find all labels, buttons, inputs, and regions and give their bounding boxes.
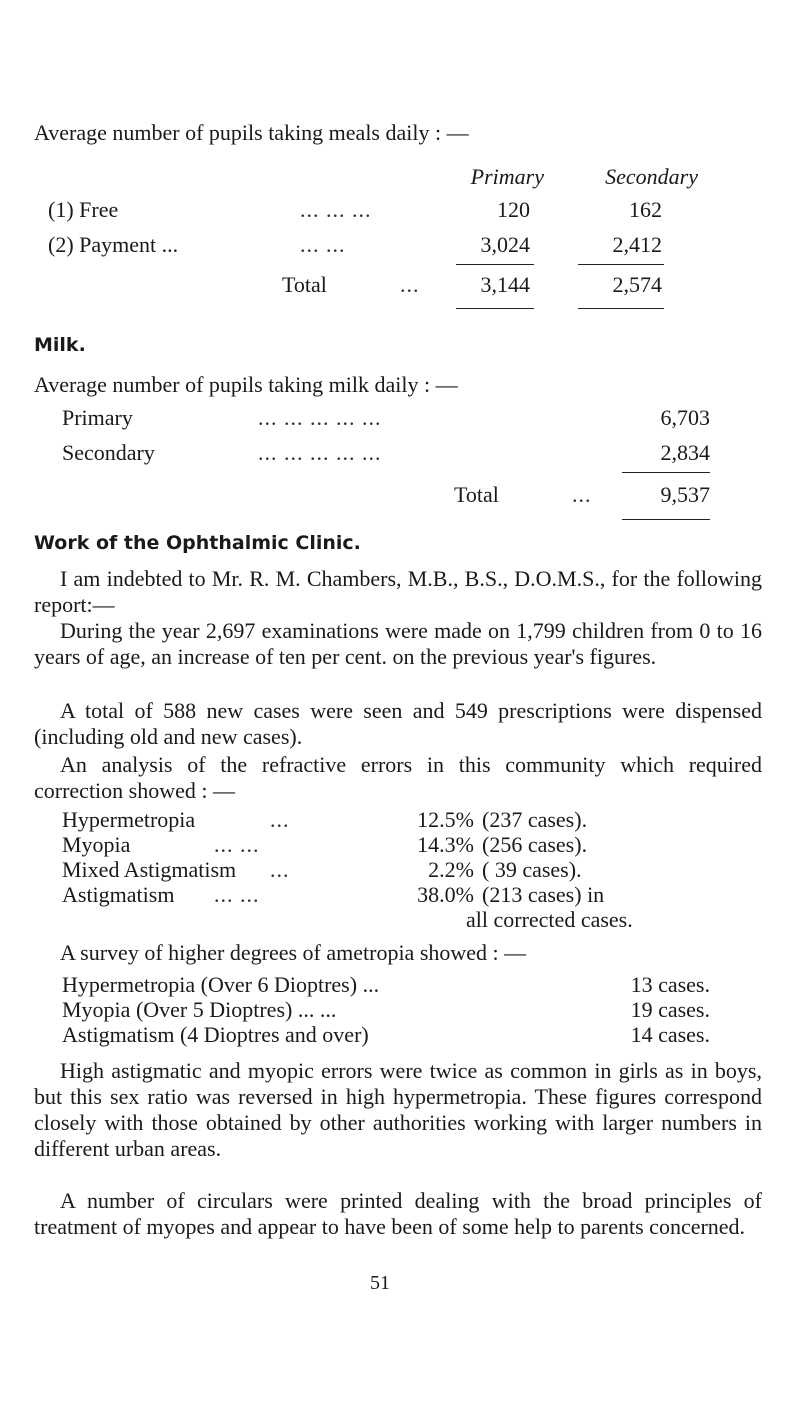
meals-row-secondary: 2,412 <box>612 232 662 257</box>
error-cases: ( 39 cases). <box>482 857 582 882</box>
clinic-paragraph: During the year 2,697 examinations were made on 1,799 children from 0 to 16 years of age, an increase of ten per cent. on the previous year's figures. <box>34 618 762 669</box>
error-pct: 2.2% <box>428 857 474 882</box>
page-number: 51 <box>370 1272 390 1294</box>
error-pct: 38.0% <box>417 882 474 907</box>
meals-total-dots: ... <box>400 272 420 297</box>
milk-total-value: 9,537 <box>660 482 710 507</box>
meals-heading: Average number of pupils taking meals daily : — <box>34 120 469 145</box>
meals-row-primary: 3,024 <box>480 232 530 257</box>
survey-label: Hypermetropia (Over 6 Dioptres) ... <box>62 972 380 997</box>
milk-row-label: Secondary <box>62 440 155 465</box>
meals-row-dots: ... ... ... <box>300 197 372 222</box>
meals-total-rule-primary <box>456 308 534 309</box>
survey-label: Astigmatism (4 Dioptres and over) <box>62 1022 369 1047</box>
error-dots: ... ... <box>214 882 260 907</box>
clinic-paragraph: An analysis of the refractive errors in this community which required correction showed : — <box>34 752 762 803</box>
meals-subtotal-rule-secondary <box>578 264 664 265</box>
milk-total-dots: ... <box>572 482 592 507</box>
meals-total-label: Total <box>282 272 327 297</box>
error-dots: ... <box>270 807 290 832</box>
clinic-paragraph: I am indebted to Mr. R. M. Chambers, M.B., B.S., D.O.M.S., for the following report:— <box>34 566 762 617</box>
meals-row-dots: ... ... <box>300 232 346 257</box>
clinic-title: Work of the Ophthalmic Clinic. <box>34 532 361 554</box>
error-cases: (256 cases). <box>482 832 588 857</box>
meals-total-primary: 3,144 <box>480 272 530 297</box>
error-tail: all corrected cases. <box>466 907 633 932</box>
survey-value: 13 cases. <box>630 972 710 997</box>
error-label: Hypermetropia <box>62 807 196 832</box>
milk-total-label: Total <box>454 482 499 507</box>
col-primary-header: Primary <box>470 164 544 189</box>
clinic-paragraph: A number of circulars were printed dealing with the broad principles of treatment of myopes and appear to have been of some help to parents concerned. <box>34 1188 762 1239</box>
meals-row-secondary: 162 <box>629 197 662 222</box>
milk-total-rule <box>622 519 710 520</box>
survey-value: 14 cases. <box>630 1022 710 1047</box>
error-label: Myopia <box>62 832 131 857</box>
survey-label: Myopia (Over 5 Dioptres) ... ... <box>62 997 337 1022</box>
milk-row-value: 2,834 <box>660 440 710 465</box>
meals-row-label: (1) Free <box>48 197 119 222</box>
meals-row-label: (2) Payment ... <box>48 232 179 257</box>
error-pct: 12.5% <box>417 807 474 832</box>
error-cases: (213 cases) in <box>482 882 605 907</box>
milk-title: Milk. <box>34 334 86 356</box>
milk-row-dots: ... ... ... ... ... <box>258 440 382 465</box>
clinic-paragraph: A total of 588 new cases were seen and 549 prescriptions were dispensed (including old and new cases). <box>34 698 762 749</box>
error-label: Mixed Astigmatism <box>62 857 237 882</box>
clinic-paragraph: High astigmatic and myopic errors were twice as common in girls as in boys, but this sex ratio was reversed in high hypermetropia. These figures correspond closely with those obtained by other authorities working with larger numbers in different urban areas. <box>34 1058 762 1161</box>
milk-heading: Average number of pupils taking milk daily : — <box>34 372 458 397</box>
milk-row-dots: ... ... ... ... ... <box>258 405 382 430</box>
milk-row-value: 6,703 <box>660 405 710 430</box>
meals-total-rule-secondary <box>578 308 664 309</box>
clinic-paragraph: A survey of higher degrees of ametropia showed : — <box>60 940 527 965</box>
meals-total-secondary: 2,574 <box>612 272 662 297</box>
col-secondary-header: Secondary <box>605 164 698 189</box>
error-dots: ... ... <box>214 832 260 857</box>
meals-row-primary: 120 <box>497 197 530 222</box>
survey-value: 19 cases. <box>630 997 710 1022</box>
error-label: Astigmatism <box>62 882 175 907</box>
meals-subtotal-rule-primary <box>456 264 534 265</box>
milk-subtotal-rule <box>622 472 710 473</box>
error-pct: 14.3% <box>417 832 474 857</box>
milk-row-label: Primary <box>62 405 133 430</box>
error-dots: ... <box>270 857 290 882</box>
error-cases: (237 cases). <box>482 807 588 832</box>
